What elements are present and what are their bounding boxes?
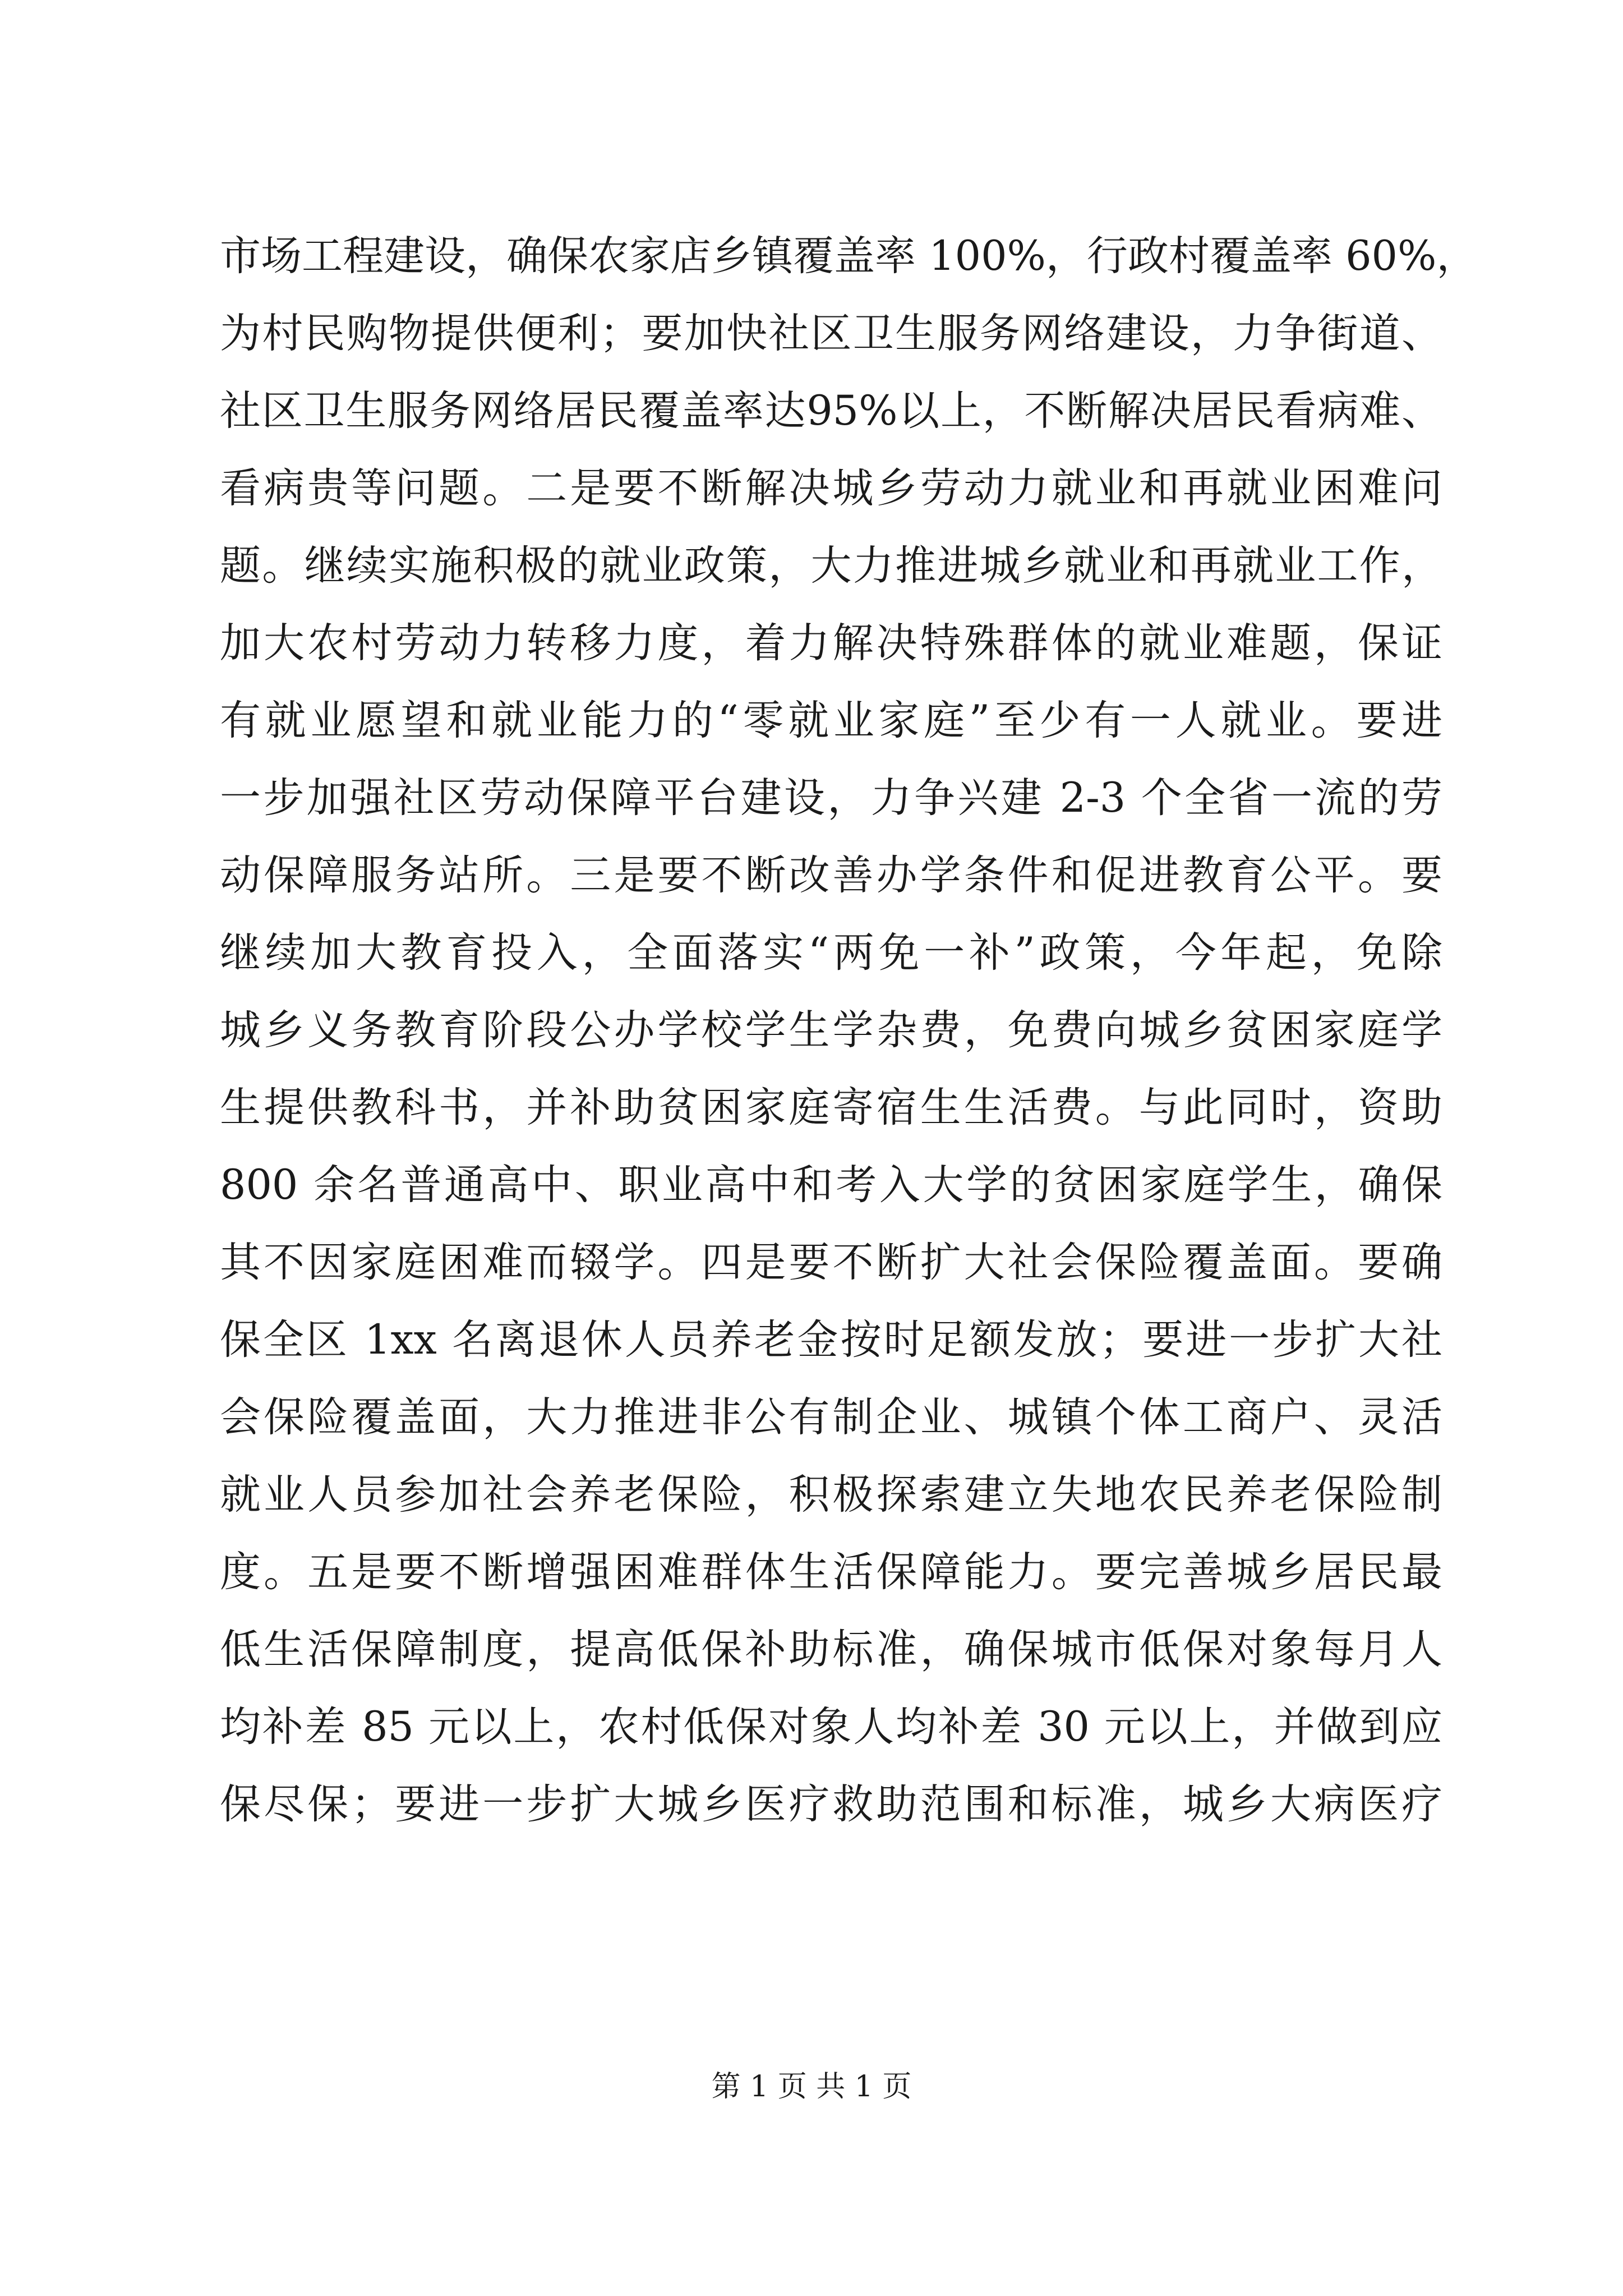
text-line: 就业人员参加社会养老保险，积极探索建立失地农民养老保险制 [220, 1471, 1442, 1519]
text-line: 生提供教科书，并补助贫困家庭寄宿生生活费。与此同时，资助 [220, 1084, 1442, 1131]
text-line: 市场工程建设，确保农家店乡镇覆盖率 100%，行政村覆盖率 60%， [220, 232, 1478, 280]
text-line: 一步加强社区劳动保障平台建设，力争兴建 2-3 个全省一流的劳 [220, 774, 1442, 822]
text-line: 保全区 1xx 名离退休人员养老金按时足额发放；要进一步扩大社 [220, 1316, 1442, 1364]
text-line: 为村民购物提供便利；要加快社区卫生服务网络建设，力争街道、 [220, 310, 1442, 357]
text-line: 加大农村劳动力转移力度，着力解决特殊群体的就业难题，保证 [220, 619, 1442, 667]
page-footer [0, 2064, 1623, 2109]
text-line: 均补差 85 元以上，农村低保对象人均补差 30 元以上，并做到应 [220, 1703, 1442, 1751]
text-line: 保尽保；要进一步扩大城乡医疗救助范围和标准，城乡大病医疗 [220, 1780, 1442, 1828]
text-line: 度。五是要不断增强困难群体生活保障能力。要完善城乡居民最 [220, 1548, 1442, 1596]
page-number-label: 第 1 页 共 1 页 [711, 2070, 912, 2104]
text-line: 有就业愿望和就业能力的“零就业家庭”至少有一人就业。要进 [220, 697, 1442, 744]
text-line: 题。继续实施积极的就业政策，大力推进城乡就业和再就业工作， [220, 542, 1442, 590]
text-line: 动保障服务站所。三是要不断改善办学条件和促进教育公平。要 [220, 852, 1442, 899]
body-text [220, 218, 1478, 1843]
text-line: 低生活保障制度，提高低保补助标准，确保城市低保对象每月人 [220, 1626, 1442, 1673]
text-line: 继续加大教育投入，全面落实“两免一补”政策，今年起，免除 [220, 929, 1442, 977]
text-line: 社区卫生服务网络居民覆盖率达95%以上，不断解决居民看病难、 [220, 387, 1442, 435]
text-line: 城乡义务教育阶段公办学校学生学杂费，免费向城乡贫困家庭学 [220, 1006, 1442, 1054]
text-line: 会保险覆盖面，大力推进非公有制企业、城镇个体工商户、灵活 [220, 1393, 1442, 1441]
text-line: 800 余名普通高中、职业高中和考入大学的贫困家庭学生，确保 [220, 1161, 1442, 1209]
text-line: 其不因家庭困难而辍学。四是要不断扩大社会保险覆盖面。要确 [220, 1239, 1442, 1286]
text-line: 看病贵等问题。二是要不断解决城乡劳动力就业和再就业困难问 [220, 464, 1442, 512]
